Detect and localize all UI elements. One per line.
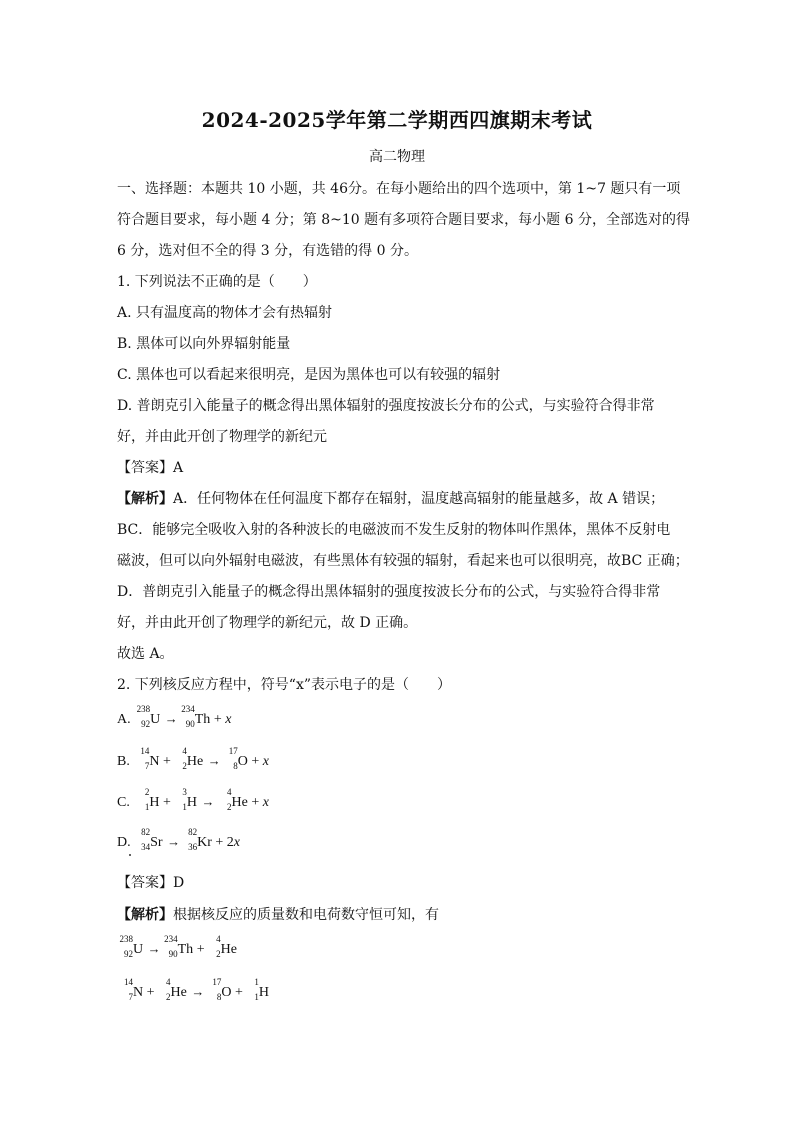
- nuclide-symbol: Th: [177, 942, 194, 957]
- reaction-arrow: →: [201, 794, 215, 809]
- reaction-arrow: →: [164, 711, 178, 726]
- question-2-answer: 【答案】D: [117, 875, 185, 891]
- nuclide-mass-charge: 17 8: [228, 746, 238, 771]
- nuclide-mass-charge: 238 92: [119, 934, 133, 959]
- nuclide-symbol: H: [186, 795, 197, 810]
- nuclide-symbol: H: [258, 985, 270, 1000]
- nuclide-mass-charge: 1 1: [254, 977, 259, 1002]
- option-label: B.: [117, 754, 130, 769]
- nuclide-symbol: Kr: [197, 835, 212, 850]
- question-1-option-c: C. 黑体也可以看起来很明亮，是因为黑体也可以有较强的辐射: [117, 367, 501, 383]
- nuclide-mass-charge: 234 90: [181, 704, 195, 729]
- nuclide-mass-charge: 238 92: [136, 704, 151, 729]
- question-2-option-d: D. 82 34 Sr → 82 36 Kr + 2x: [117, 827, 240, 852]
- question-1-analysis-line: BC．能够完全吸收入射的各种波长的电磁波而不发生反射的物体叫作黑体，黑体不反射电: [117, 522, 671, 538]
- question-1-option-d: D. 普朗克引入能量子的概念得出黑体辐射的强度按波长分布的公式，与实验符合得非常: [117, 398, 655, 414]
- nuclide-symbol: O: [221, 985, 232, 1000]
- nuclide-mass-charge: 17 8: [212, 977, 222, 1002]
- question-2-option-b: B. 14 7 N + 4 2 He → 17 8 O + x: [117, 746, 269, 771]
- question-1-conclusion: 故选 A。: [117, 646, 174, 662]
- nuclide-symbol: Sr: [150, 835, 163, 850]
- analysis-label: 【解析】: [117, 907, 173, 923]
- nuclide-mass-charge: 234 90: [164, 934, 178, 959]
- nuclide-symbol: Th: [194, 712, 211, 727]
- question-2-option-c: C. 2 1 H + 3 1 H → 4 2 He + x: [117, 787, 269, 812]
- question-1-analysis: [117, 488, 682, 508]
- reaction-arrow: →: [191, 984, 205, 999]
- page-subtitle: 高二物理: [369, 149, 425, 165]
- nuclide-mass-charge: 4 2: [216, 934, 221, 959]
- analysis-label: 【解析】: [117, 491, 173, 507]
- analysis-text: A．任何物体在任何温度下都存在辐射，温度越高辐射的能量越多，故 A 错误；: [173, 491, 665, 507]
- stray-dot: [129, 854, 131, 856]
- question-1-answer: 【答案】A: [117, 460, 184, 476]
- analysis-equation-1: 238 92 U → 234 90 Th + 4 2 He: [117, 940, 682, 958]
- analysis-text: 根据核反应的质量数和电荷数守恒可知，有: [173, 907, 439, 923]
- unknown-particle: x: [233, 835, 240, 850]
- instructions-line: 6 分，选对但不全的得 3 分，有选错的得 0 分。: [117, 243, 418, 259]
- reaction-arrow: →: [167, 834, 181, 849]
- unknown-particle: x: [262, 754, 269, 769]
- question-1-analysis-line: D．普朗克引入能量子的概念得出黑体辐射的强度按波长分布的公式，与实验符合得非常: [117, 584, 661, 600]
- option-label: D.: [117, 835, 131, 850]
- option-label: A.: [117, 712, 131, 727]
- question-2-analysis: [117, 904, 682, 924]
- question-1-analysis-line: 好，并由此开创了物理学的新纪元，故 D 正确。: [117, 615, 418, 631]
- nuclide-symbol: O: [237, 754, 248, 769]
- unknown-particle: x: [225, 712, 232, 727]
- nuclide-symbol: N: [133, 985, 144, 1000]
- question-1-stem: 1. 下列说法不正确的是（ ）: [117, 274, 317, 290]
- nuclide-symbol: He: [170, 985, 187, 1000]
- question-1-option-d-cont: 好，并由此开创了物理学的新纪元: [117, 429, 327, 445]
- nuclide-mass-charge: 82 36: [188, 827, 198, 852]
- nuclide-symbol: He: [231, 795, 248, 810]
- nuclide-symbol: He: [186, 754, 204, 769]
- unknown-particle: x: [262, 795, 269, 810]
- option-label: C.: [117, 795, 130, 810]
- page-title: 2024-2025学年第二学期西四旗期末考试: [201, 108, 593, 132]
- question-2-stem: 2. 下列核反应方程中，符号“x”表示电子的是（ ）: [117, 677, 452, 693]
- question-1-option-b: B. 黑体可以向外界辐射能量: [117, 336, 291, 352]
- question-2-option-a: A. 238 92 U → 234 90 Th + x: [117, 704, 232, 729]
- reaction-arrow: →: [147, 941, 161, 956]
- question-1-option-a: A. 只有温度高的物体才会有热辐射: [117, 305, 333, 321]
- nuclide-symbol: He: [220, 942, 237, 957]
- coefficient: 2: [226, 835, 234, 850]
- nuclide-mass-charge: 14 7: [124, 977, 133, 1002]
- analysis-equation-2: 14 7 N + 4 2 He → 17 8 O + 1 1 H: [117, 983, 682, 1001]
- nuclide-mass-charge: 3 1: [182, 787, 187, 812]
- nuclide-mass-charge: 4 2: [182, 746, 187, 771]
- nuclide-mass-charge: 4 2: [166, 977, 171, 1002]
- nuclide-symbol: H: [149, 795, 160, 810]
- nuclide-symbol: N: [149, 754, 160, 769]
- nuclide-mass-charge: 4 2: [227, 787, 232, 812]
- nuclide-symbol: U: [133, 942, 144, 957]
- instructions-line: 一、选择题：本题共 10 小题，共 46分。在每小题给出的四个选项中，第 1~7 题只有一项: [117, 181, 681, 197]
- nuclide-symbol: U: [150, 712, 161, 727]
- instructions-line: 符合题目要求，每小题 4 分；第 8~10 题有多项符合题目要求，每小题 6 分，全部选对的得: [117, 212, 690, 228]
- nuclide-mass-charge: 14 7: [140, 746, 150, 771]
- nuclide-mass-charge: 82 34: [141, 827, 151, 852]
- question-1-analysis-line: 磁波，但可以向外辐射电磁波，有些黑体有较强的辐射，看起来也可以很明亮，故BC 正确；: [117, 553, 689, 569]
- nuclide-mass-charge: 2 1: [144, 787, 150, 812]
- reaction-arrow: →: [207, 753, 221, 768]
